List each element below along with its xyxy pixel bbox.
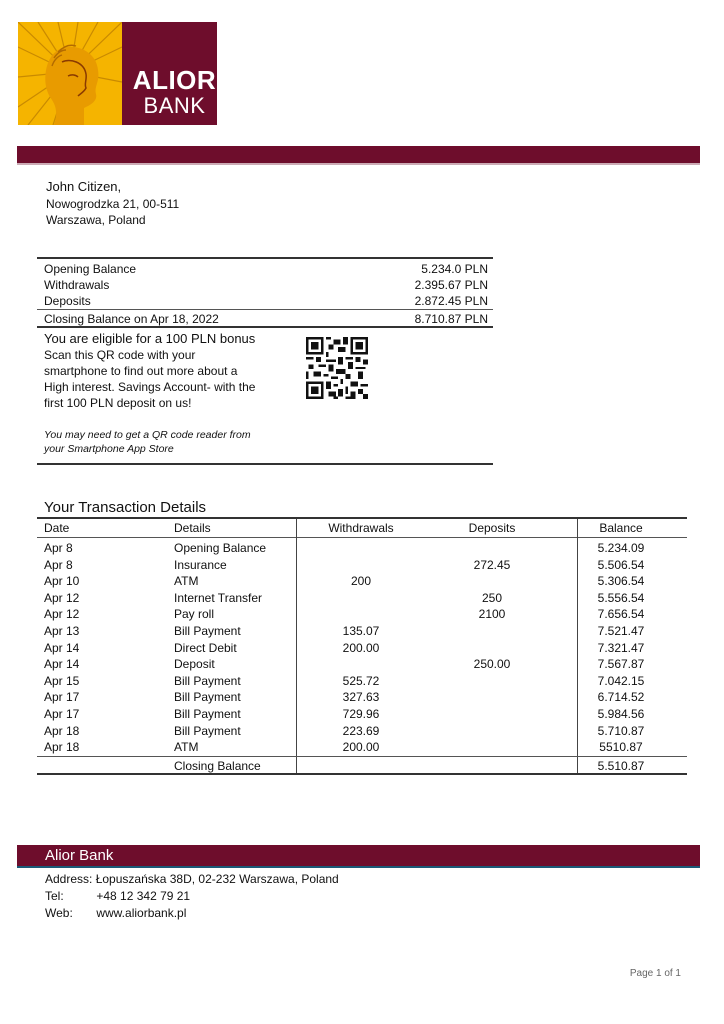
row-details: Pay roll	[174, 607, 215, 622]
promo-body-line: High interest. Savings Account- with the	[44, 380, 256, 394]
row-balance: 5.556.54	[597, 590, 645, 605]
row-details: Opening Balance	[174, 541, 267, 555]
footer-band-line	[17, 866, 700, 868]
row-details: Bill Payment	[174, 723, 241, 738]
page-number: Page 1 of 1	[629, 968, 681, 979]
summary-label-closing: Closing Balance on Apr 18, 2022	[44, 312, 219, 326]
summary-value-closing: 8.710.87 PLN	[414, 312, 488, 326]
footer-band	[17, 845, 700, 866]
row-balance: 6.714.52	[597, 690, 645, 705]
row-balance: 7.042.15	[597, 673, 645, 688]
header-rule	[37, 537, 687, 538]
row-date: Apr 12	[44, 607, 80, 622]
row-balance: 7.656.54	[597, 607, 645, 622]
row-details: ATM	[174, 574, 199, 589]
row-balance: 5.984.56	[597, 707, 645, 721]
row-date: Apr 8	[44, 541, 73, 555]
header-date: Date	[44, 521, 70, 535]
row-withdrawal: 135.07	[342, 624, 380, 638]
promo-body-line: Scan this QR code with your	[44, 348, 196, 362]
row-details: Bill Payment	[174, 690, 241, 705]
promo-body-line: smartphone to find out more about a	[44, 364, 238, 378]
footer-tel-row	[45, 888, 190, 904]
row-date: Apr 12	[44, 590, 80, 605]
row-deposit: 250	[481, 590, 503, 605]
row-withdrawal: 200.00	[342, 740, 380, 755]
row-withdrawal: 200.00	[342, 640, 380, 655]
footer-tel[interactable]: +48 12 342 79 21	[96, 889, 191, 903]
header-details: Details	[174, 521, 211, 535]
recipient-address-line1: Nowogrodzka 21, 00-511	[46, 197, 180, 211]
summary-label-deposits: Deposits	[44, 294, 91, 308]
bank-logo	[18, 22, 217, 125]
row-balance: 5.306.54	[597, 574, 645, 589]
footer-web-row	[45, 905, 186, 921]
qr-code-icon[interactable]	[306, 337, 368, 399]
column-divider-left	[296, 519, 297, 773]
footer-address-row	[45, 871, 339, 887]
header-band	[17, 146, 700, 163]
footer-address-label: Address:	[45, 872, 93, 886]
row-deposit: 250.00	[473, 657, 511, 672]
summary-value-deposits: 2.872.45 PLN	[414, 294, 488, 308]
summary-label-withdrawals: Withdrawals	[44, 278, 110, 292]
row-balance: 5.506.54	[597, 557, 645, 572]
logo-wordmark-top: ALIOR	[132, 65, 217, 95]
row-date: Apr 14	[44, 657, 80, 672]
transactions-title: Your Transaction Details	[44, 499, 207, 516]
row-date: Apr 17	[44, 707, 80, 721]
summary-label-opening: Opening Balance	[44, 262, 137, 276]
row-balance: 5510.87	[599, 740, 643, 755]
row-balance: 7.567.87	[597, 657, 645, 672]
header-withdrawals: Withdrawals	[328, 521, 394, 535]
header-band-shadow	[17, 163, 700, 165]
closing-balance-label: Closing Balance	[174, 759, 261, 773]
summary-value-withdrawals: 2.395.67 PLN	[414, 278, 488, 292]
row-withdrawal: 327.63	[342, 690, 380, 705]
promo-body-line: first 100 PLN deposit on us!	[44, 396, 192, 410]
promo-note-line: You may need to get a QR code reader from	[44, 429, 251, 441]
row-balance: 7.521.47	[597, 624, 645, 638]
helios-head-icon	[18, 22, 122, 125]
closing-top-rule	[37, 756, 687, 757]
row-details: Bill Payment	[174, 624, 241, 638]
row-deposit: 272.45	[473, 557, 511, 572]
row-details: Insurance	[174, 557, 227, 572]
row-details: Internet Transfer	[174, 590, 263, 605]
summary-value-opening: 5.234.0 PLN	[421, 262, 488, 276]
row-withdrawal: 525.72	[342, 673, 380, 688]
header-balance: Balance	[599, 521, 643, 535]
summary-top-rule	[37, 257, 493, 259]
footer-web-link[interactable]: www.aliorbank.pl	[96, 906, 187, 920]
promo-body	[44, 347, 284, 411]
row-date: Apr 8	[44, 557, 73, 572]
logo-wordmark-bottom: BANK	[143, 93, 206, 118]
row-date: Apr 14	[44, 640, 80, 655]
row-date: Apr 15	[44, 673, 80, 688]
footer-tel-label: Tel:	[45, 889, 64, 903]
table-bottom-rule	[37, 773, 687, 775]
recipient-address-line2: Warszawa, Poland	[46, 213, 146, 227]
header-deposits: Deposits	[468, 521, 516, 535]
footer-web-label: Web:	[45, 906, 73, 920]
table-top-rule	[37, 517, 687, 519]
row-withdrawal: 223.69	[342, 723, 380, 738]
row-balance: 5.710.87	[597, 723, 645, 738]
promo-bottom-rule	[37, 463, 493, 465]
recipient-name: John Citizen,	[46, 179, 122, 194]
row-date: Apr 13	[44, 624, 80, 638]
row-date: Apr 18	[44, 740, 80, 755]
row-deposit: 2100	[478, 607, 506, 622]
summary-bottom-rule	[37, 326, 493, 328]
row-withdrawal: 729.96	[342, 707, 380, 721]
promo-headline: You are eligible for a 100 PLN bonus	[44, 331, 256, 346]
promo-note-line: your Smartphone App Store	[44, 443, 174, 455]
row-details: Direct Debit	[174, 640, 237, 655]
row-date: Apr 17	[44, 690, 80, 705]
row-details: Bill Payment	[174, 673, 241, 688]
row-details: ATM	[174, 740, 199, 755]
row-balance: 7.321.47	[597, 640, 645, 655]
summary-mid-rule	[37, 309, 493, 310]
footer-bank-name: Alior Bank	[45, 847, 114, 864]
promo-note	[44, 428, 284, 456]
row-date: Apr 10	[44, 574, 80, 589]
row-details: Bill Payment	[174, 707, 241, 721]
row-balance: 5.234.09	[597, 541, 645, 555]
closing-balance-value: 5.510.87	[597, 759, 645, 773]
row-details: Deposit	[174, 657, 215, 672]
footer-address: Łopuszańska 38D, 02-232 Warszawa, Poland	[95, 872, 339, 886]
row-withdrawal: 200	[350, 574, 372, 589]
row-date: Apr 18	[44, 723, 80, 738]
